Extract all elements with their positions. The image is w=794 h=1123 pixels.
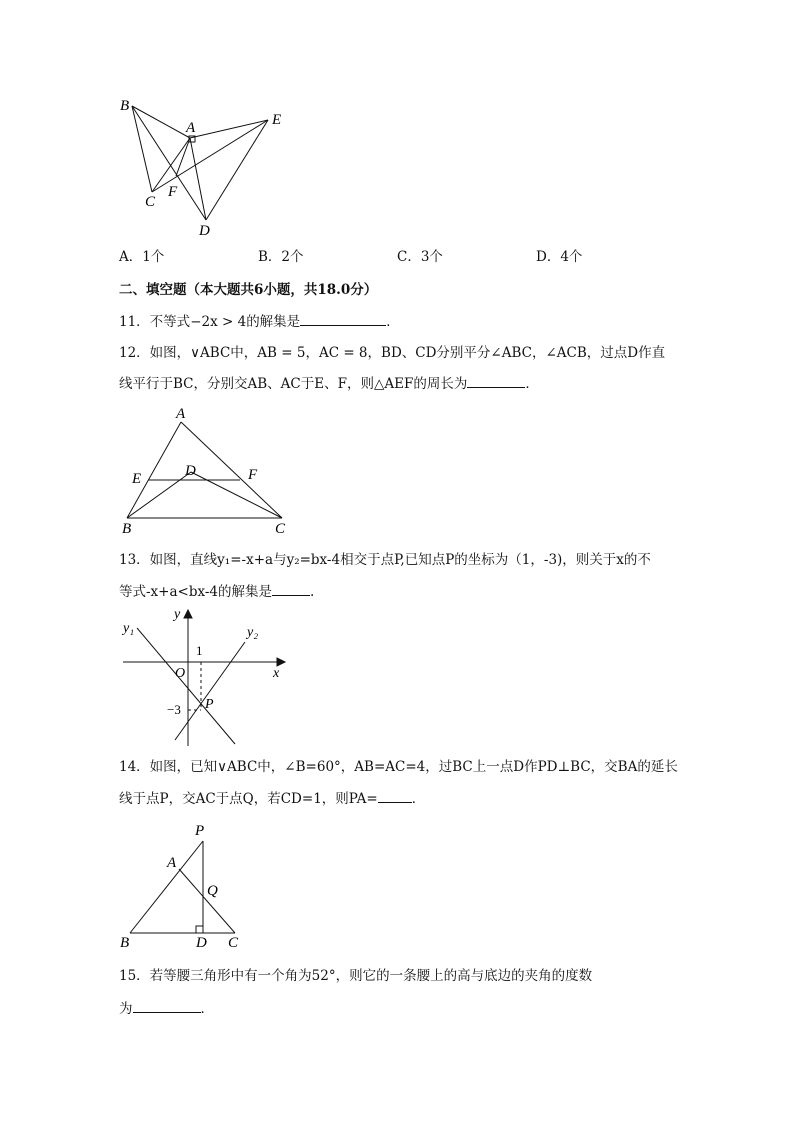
label-x: x [273, 666, 280, 681]
label-one: 1 [196, 643, 203, 658]
question-13-line1: 13．如图，直线y₁=-x+a与y₂=bx-4相交于点P,已知点P的坐标为（1，-3)，则关于x的不 [119, 552, 651, 568]
q15-end: ． [200, 1001, 214, 1017]
q13-end: . [310, 584, 315, 600]
q12-end: ． [525, 376, 539, 392]
label-d: D [185, 463, 196, 479]
label-d: D [199, 223, 210, 239]
question-14-line2 [119, 788, 425, 809]
q11-suffix: 的解集是 [246, 314, 301, 330]
label-f: F [248, 467, 258, 483]
label-neg3: −3 [167, 702, 181, 717]
section-heading: 二、填空题（本大题共6小题，共18.0分） [119, 282, 378, 298]
label-c: C [228, 935, 239, 951]
q10-option-d: D．4个 [536, 249, 583, 265]
q11-expression: −2x > 4 [190, 314, 247, 330]
label-a: A [167, 855, 177, 871]
question-13-line2 [119, 581, 314, 602]
q15-line2-text: 为 [119, 1001, 133, 1017]
question-14-line1: 14．如图，已知∨ABC中，∠B=60°，AB=AC=4，过BC上一点D作PD⊥BC，交BA的延长 [119, 759, 678, 775]
label-e: E [132, 471, 142, 487]
label-origin: O [175, 666, 186, 681]
label-p: P [205, 697, 214, 712]
answer-blank [300, 311, 386, 326]
answer-blank [133, 998, 201, 1013]
figure-q10 [110, 92, 300, 242]
label-c: C [145, 194, 156, 210]
label-e: E [272, 112, 282, 128]
q10-option-c: C．3个 [397, 249, 443, 265]
q11-prefix: 11．不等式 [119, 314, 191, 330]
figure-q14 [115, 815, 255, 955]
question-12-line1: 12．如图，∨ABC中，AB = 5，AC = 8，BD、CD分别平分∠ABC，∠ACB，过点D作直 [119, 345, 666, 361]
answer-blank [467, 373, 525, 388]
label-b: B [122, 521, 132, 537]
question-15-line2 [119, 998, 214, 1019]
label-d: D [196, 935, 207, 951]
q14-line2-text: 线于点P，交AC于点Q，若CD=1，则PA= [119, 791, 378, 807]
q12-line2-text: 线平行于BC，分别交AB、AC于E、F，则△AEF的周长为 [119, 376, 468, 392]
answer-blank [272, 581, 310, 596]
q10-option-b: B．2个 [258, 249, 304, 265]
label-y: y [174, 607, 181, 622]
label-y2: y₂ [247, 625, 259, 640]
question-11 [119, 311, 400, 332]
label-a: A [176, 406, 186, 422]
answer-blank [378, 788, 412, 803]
label-c: C [275, 521, 286, 537]
label-p: P [195, 823, 205, 839]
q11-end: ． [386, 314, 400, 330]
q10-option-a: A．1个 [119, 249, 165, 265]
label-q: Q [207, 883, 218, 899]
q14-end: ． [411, 791, 426, 807]
question-15-line1: 15．若等腰三角形中有一个角为52°，则它的一条腰上的高与底边的夹角的度数 [119, 968, 593, 984]
label-f: F [168, 184, 178, 200]
question-12-line2 [119, 373, 539, 394]
q13-line2-text: 等式-x+a<bx-4的解集是 [119, 584, 273, 600]
label-y1: y₁ [123, 621, 135, 636]
label-a: A [186, 120, 196, 136]
label-b: B [120, 935, 130, 951]
figure-q13 [115, 600, 295, 750]
label-b: B [120, 98, 130, 114]
figure-q12 [115, 402, 300, 537]
